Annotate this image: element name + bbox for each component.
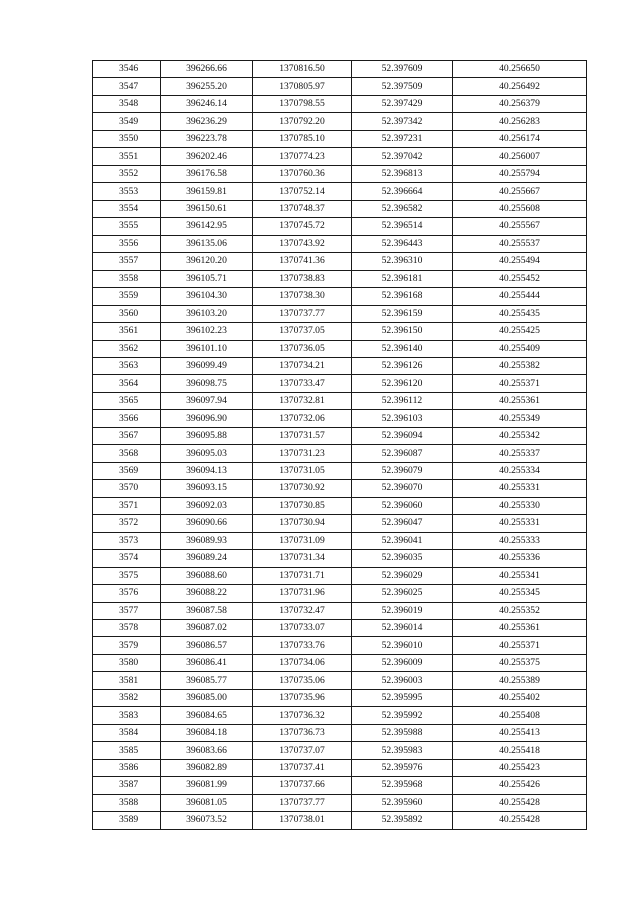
table-row: [93, 532, 587, 549]
point-number-cell: 3558: [93, 270, 161, 287]
x-coordinate-cell: 396236.29: [161, 113, 253, 130]
longitude-cell: 40.256174: [453, 130, 587, 147]
point-number-cell: 3552: [93, 165, 161, 182]
x-coordinate-cell: 396094.13: [161, 462, 253, 479]
latitude-cell: 52.396168: [352, 288, 453, 305]
point-number-cell: 3549: [93, 113, 161, 130]
longitude-cell: 40.255330: [453, 497, 587, 514]
x-coordinate-cell: 396150.61: [161, 200, 253, 217]
y-coordinate-cell: 1370792.20: [253, 113, 352, 130]
y-coordinate-cell: 1370738.01: [253, 812, 352, 829]
longitude-cell: 40.255423: [453, 759, 587, 776]
point-number-cell: 3588: [93, 794, 161, 811]
table-row: [93, 340, 587, 357]
x-coordinate-cell: 396095.88: [161, 427, 253, 444]
table-row: [93, 288, 587, 305]
point-number-cell: 3580: [93, 654, 161, 671]
point-number-cell: 3585: [93, 742, 161, 759]
longitude-cell: 40.255349: [453, 410, 587, 427]
latitude-cell: 52.396041: [352, 532, 453, 549]
point-number-cell: 3578: [93, 620, 161, 637]
y-coordinate-cell: 1370733.47: [253, 375, 352, 392]
latitude-cell: 52.395988: [352, 724, 453, 741]
point-number-cell: 3564: [93, 375, 161, 392]
point-number-cell: 3557: [93, 253, 161, 270]
point-number-cell: 3573: [93, 532, 161, 549]
x-coordinate-cell: 396092.03: [161, 497, 253, 514]
table-row: [93, 183, 587, 200]
latitude-cell: 52.396443: [352, 235, 453, 252]
latitude-cell: 52.396009: [352, 654, 453, 671]
latitude-cell: 52.396582: [352, 200, 453, 217]
coordinates-table: [92, 60, 587, 830]
table-row: [93, 235, 587, 252]
y-coordinate-cell: 1370737.05: [253, 323, 352, 340]
y-coordinate-cell: 1370745.72: [253, 218, 352, 235]
latitude-cell: 52.395992: [352, 707, 453, 724]
longitude-cell: 40.256379: [453, 95, 587, 112]
y-coordinate-cell: 1370731.05: [253, 462, 352, 479]
latitude-cell: 52.396019: [352, 602, 453, 619]
table-row: [93, 620, 587, 637]
x-coordinate-cell: 396081.05: [161, 794, 253, 811]
latitude-cell: 52.396014: [352, 620, 453, 637]
x-coordinate-cell: 396103.20: [161, 305, 253, 322]
y-coordinate-cell: 1370741.36: [253, 253, 352, 270]
point-number-cell: 3576: [93, 585, 161, 602]
longitude-cell: 40.255382: [453, 357, 587, 374]
latitude-cell: 52.396060: [352, 497, 453, 514]
longitude-cell: 40.255337: [453, 445, 587, 462]
x-coordinate-cell: 396084.65: [161, 707, 253, 724]
longitude-cell: 40.255333: [453, 532, 587, 549]
point-number-cell: 3567: [93, 427, 161, 444]
latitude-cell: 52.396159: [352, 305, 453, 322]
longitude-cell: 40.255428: [453, 812, 587, 829]
point-number-cell: 3589: [93, 812, 161, 829]
latitude-cell: 52.395892: [352, 812, 453, 829]
longitude-cell: 40.255389: [453, 672, 587, 689]
x-coordinate-cell: 396099.49: [161, 357, 253, 374]
longitude-cell: 40.255334: [453, 462, 587, 479]
y-coordinate-cell: 1370736.32: [253, 707, 352, 724]
point-number-cell: 3586: [93, 759, 161, 776]
longitude-cell: 40.255331: [453, 515, 587, 532]
table-row: [93, 95, 587, 112]
table-row: [93, 165, 587, 182]
x-coordinate-cell: 396082.89: [161, 759, 253, 776]
longitude-cell: 40.255361: [453, 392, 587, 409]
x-coordinate-cell: 396088.22: [161, 585, 253, 602]
longitude-cell: 40.255425: [453, 323, 587, 340]
x-coordinate-cell: 396085.77: [161, 672, 253, 689]
longitude-cell: 40.255371: [453, 637, 587, 654]
latitude-cell: 52.395995: [352, 689, 453, 706]
table-row: [93, 410, 587, 427]
x-coordinate-cell: 396202.46: [161, 148, 253, 165]
y-coordinate-cell: 1370733.07: [253, 620, 352, 637]
latitude-cell: 52.397509: [352, 78, 453, 95]
y-coordinate-cell: 1370738.83: [253, 270, 352, 287]
longitude-cell: 40.256650: [453, 61, 587, 78]
point-number-cell: 3579: [93, 637, 161, 654]
latitude-cell: 52.395968: [352, 777, 453, 794]
longitude-cell: 40.255426: [453, 777, 587, 794]
x-coordinate-cell: 396087.58: [161, 602, 253, 619]
longitude-cell: 40.255375: [453, 654, 587, 671]
y-coordinate-cell: 1370743.92: [253, 235, 352, 252]
table-row: [93, 78, 587, 95]
x-coordinate-cell: 396095.03: [161, 445, 253, 462]
longitude-cell: 40.255342: [453, 427, 587, 444]
point-number-cell: 3555: [93, 218, 161, 235]
y-coordinate-cell: 1370774.23: [253, 148, 352, 165]
x-coordinate-cell: 396083.66: [161, 742, 253, 759]
latitude-cell: 52.396140: [352, 340, 453, 357]
x-coordinate-cell: 396073.52: [161, 812, 253, 829]
table-row: [93, 200, 587, 217]
y-coordinate-cell: 1370731.23: [253, 445, 352, 462]
x-coordinate-cell: 396084.18: [161, 724, 253, 741]
y-coordinate-cell: 1370732.47: [253, 602, 352, 619]
longitude-cell: 40.255794: [453, 165, 587, 182]
table-row: [93, 462, 587, 479]
table-row: [93, 585, 587, 602]
y-coordinate-cell: 1370736.05: [253, 340, 352, 357]
table-row: [93, 794, 587, 811]
longitude-cell: 40.256283: [453, 113, 587, 130]
latitude-cell: 52.397429: [352, 95, 453, 112]
x-coordinate-cell: 396102.23: [161, 323, 253, 340]
longitude-cell: 40.255413: [453, 724, 587, 741]
table-row: [93, 480, 587, 497]
latitude-cell: 52.395976: [352, 759, 453, 776]
latitude-cell: 52.396120: [352, 375, 453, 392]
point-number-cell: 3547: [93, 78, 161, 95]
x-coordinate-cell: 396086.57: [161, 637, 253, 654]
y-coordinate-cell: 1370731.09: [253, 532, 352, 549]
y-coordinate-cell: 1370798.55: [253, 95, 352, 112]
longitude-cell: 40.255608: [453, 200, 587, 217]
x-coordinate-cell: 396223.78: [161, 130, 253, 147]
table-row: [93, 375, 587, 392]
x-coordinate-cell: 396104.30: [161, 288, 253, 305]
latitude-cell: 52.396150: [352, 323, 453, 340]
table-row: [93, 270, 587, 287]
x-coordinate-cell: 396176.58: [161, 165, 253, 182]
latitude-cell: 52.396664: [352, 183, 453, 200]
point-number-cell: 3572: [93, 515, 161, 532]
x-coordinate-cell: 396255.20: [161, 78, 253, 95]
latitude-cell: 52.396103: [352, 410, 453, 427]
longitude-cell: 40.255331: [453, 480, 587, 497]
latitude-cell: 52.396035: [352, 550, 453, 567]
longitude-cell: 40.255361: [453, 620, 587, 637]
point-number-cell: 3553: [93, 183, 161, 200]
point-number-cell: 3562: [93, 340, 161, 357]
longitude-cell: 40.255537: [453, 235, 587, 252]
point-number-cell: 3574: [93, 550, 161, 567]
y-coordinate-cell: 1370737.77: [253, 794, 352, 811]
latitude-cell: 52.396094: [352, 427, 453, 444]
y-coordinate-cell: 1370752.14: [253, 183, 352, 200]
table-row: [93, 602, 587, 619]
y-coordinate-cell: 1370737.41: [253, 759, 352, 776]
table-row: [93, 812, 587, 829]
point-number-cell: 3584: [93, 724, 161, 741]
longitude-cell: 40.255336: [453, 550, 587, 567]
longitude-cell: 40.255408: [453, 707, 587, 724]
latitude-cell: 52.397042: [352, 148, 453, 165]
y-coordinate-cell: 1370737.66: [253, 777, 352, 794]
y-coordinate-cell: 1370760.36: [253, 165, 352, 182]
latitude-cell: 52.396079: [352, 462, 453, 479]
x-coordinate-cell: 396085.00: [161, 689, 253, 706]
table-row: [93, 637, 587, 654]
point-number-cell: 3565: [93, 392, 161, 409]
longitude-cell: 40.255428: [453, 794, 587, 811]
point-number-cell: 3577: [93, 602, 161, 619]
table-row: [93, 515, 587, 532]
longitude-cell: 40.255567: [453, 218, 587, 235]
y-coordinate-cell: 1370731.96: [253, 585, 352, 602]
latitude-cell: 52.396112: [352, 392, 453, 409]
longitude-cell: 40.255452: [453, 270, 587, 287]
point-number-cell: 3550: [93, 130, 161, 147]
y-coordinate-cell: 1370816.50: [253, 61, 352, 78]
latitude-cell: 52.397231: [352, 130, 453, 147]
longitude-cell: 40.255352: [453, 602, 587, 619]
x-coordinate-cell: 396135.06: [161, 235, 253, 252]
y-coordinate-cell: 1370785.10: [253, 130, 352, 147]
latitude-cell: 52.396310: [352, 253, 453, 270]
latitude-cell: 52.396813: [352, 165, 453, 182]
latitude-cell: 52.396025: [352, 585, 453, 602]
coordinates-table-body: [93, 61, 587, 830]
y-coordinate-cell: 1370737.07: [253, 742, 352, 759]
x-coordinate-cell: 396159.81: [161, 183, 253, 200]
x-coordinate-cell: 396266.66: [161, 61, 253, 78]
x-coordinate-cell: 396086.41: [161, 654, 253, 671]
longitude-cell: 40.255402: [453, 689, 587, 706]
table-row: [93, 707, 587, 724]
x-coordinate-cell: 396098.75: [161, 375, 253, 392]
latitude-cell: 52.396181: [352, 270, 453, 287]
table-row: [93, 550, 587, 567]
table-row: [93, 357, 587, 374]
latitude-cell: 52.396003: [352, 672, 453, 689]
y-coordinate-cell: 1370735.06: [253, 672, 352, 689]
x-coordinate-cell: 396090.66: [161, 515, 253, 532]
point-number-cell: 3548: [93, 95, 161, 112]
longitude-cell: 40.255418: [453, 742, 587, 759]
x-coordinate-cell: 396089.24: [161, 550, 253, 567]
longitude-cell: 40.256492: [453, 78, 587, 95]
x-coordinate-cell: 396101.10: [161, 340, 253, 357]
x-coordinate-cell: 396087.02: [161, 620, 253, 637]
y-coordinate-cell: 1370731.57: [253, 427, 352, 444]
y-coordinate-cell: 1370731.34: [253, 550, 352, 567]
latitude-cell: 52.395983: [352, 742, 453, 759]
point-number-cell: 3563: [93, 357, 161, 374]
table-row: [93, 445, 587, 462]
x-coordinate-cell: 396089.93: [161, 532, 253, 549]
y-coordinate-cell: 1370730.94: [253, 515, 352, 532]
x-coordinate-cell: 396081.99: [161, 777, 253, 794]
table-row: [93, 323, 587, 340]
table-row: [93, 689, 587, 706]
longitude-cell: 40.255444: [453, 288, 587, 305]
table-row: [93, 305, 587, 322]
y-coordinate-cell: 1370732.81: [253, 392, 352, 409]
latitude-cell: 52.396514: [352, 218, 453, 235]
x-coordinate-cell: 396093.15: [161, 480, 253, 497]
latitude-cell: 52.396029: [352, 567, 453, 584]
point-number-cell: 3554: [93, 200, 161, 217]
table-row: [93, 218, 587, 235]
x-coordinate-cell: 396246.14: [161, 95, 253, 112]
y-coordinate-cell: 1370731.71: [253, 567, 352, 584]
table-row: [93, 497, 587, 514]
point-number-cell: 3583: [93, 707, 161, 724]
table-row: [93, 61, 587, 78]
point-number-cell: 3546: [93, 61, 161, 78]
latitude-cell: 52.397609: [352, 61, 453, 78]
latitude-cell: 52.396126: [352, 357, 453, 374]
point-number-cell: 3566: [93, 410, 161, 427]
y-coordinate-cell: 1370733.76: [253, 637, 352, 654]
point-number-cell: 3571: [93, 497, 161, 514]
longitude-cell: 40.255435: [453, 305, 587, 322]
y-coordinate-cell: 1370748.37: [253, 200, 352, 217]
x-coordinate-cell: 396142.95: [161, 218, 253, 235]
x-coordinate-cell: 396088.60: [161, 567, 253, 584]
point-number-cell: 3569: [93, 462, 161, 479]
latitude-cell: 52.396047: [352, 515, 453, 532]
x-coordinate-cell: 396105.71: [161, 270, 253, 287]
y-coordinate-cell: 1370730.92: [253, 480, 352, 497]
longitude-cell: 40.255341: [453, 567, 587, 584]
latitude-cell: 52.395960: [352, 794, 453, 811]
y-coordinate-cell: 1370735.96: [253, 689, 352, 706]
longitude-cell: 40.255345: [453, 585, 587, 602]
point-number-cell: 3587: [93, 777, 161, 794]
table-row: [93, 148, 587, 165]
y-coordinate-cell: 1370734.06: [253, 654, 352, 671]
point-number-cell: 3556: [93, 235, 161, 252]
x-coordinate-cell: 396097.94: [161, 392, 253, 409]
table-row: [93, 130, 587, 147]
latitude-cell: 52.396070: [352, 480, 453, 497]
longitude-cell: 40.255494: [453, 253, 587, 270]
table-row: [93, 253, 587, 270]
table-row: [93, 392, 587, 409]
longitude-cell: 40.255409: [453, 340, 587, 357]
y-coordinate-cell: 1370738.30: [253, 288, 352, 305]
point-number-cell: 3581: [93, 672, 161, 689]
table-row: [93, 113, 587, 130]
y-coordinate-cell: 1370736.73: [253, 724, 352, 741]
point-number-cell: 3560: [93, 305, 161, 322]
table-row: [93, 777, 587, 794]
y-coordinate-cell: 1370730.85: [253, 497, 352, 514]
table-row: [93, 724, 587, 741]
point-number-cell: 3570: [93, 480, 161, 497]
table-row: [93, 742, 587, 759]
y-coordinate-cell: 1370734.21: [253, 357, 352, 374]
point-number-cell: 3561: [93, 323, 161, 340]
table-row: [93, 759, 587, 776]
table-row: [93, 427, 587, 444]
table-row: [93, 567, 587, 584]
point-number-cell: 3568: [93, 445, 161, 462]
y-coordinate-cell: 1370737.77: [253, 305, 352, 322]
x-coordinate-cell: 396096.90: [161, 410, 253, 427]
point-number-cell: 3551: [93, 148, 161, 165]
y-coordinate-cell: 1370805.97: [253, 78, 352, 95]
longitude-cell: 40.255371: [453, 375, 587, 392]
point-number-cell: 3582: [93, 689, 161, 706]
point-number-cell: 3575: [93, 567, 161, 584]
latitude-cell: 52.396010: [352, 637, 453, 654]
x-coordinate-cell: 396120.20: [161, 253, 253, 270]
table-row: [93, 672, 587, 689]
table-row: [93, 654, 587, 671]
longitude-cell: 40.255667: [453, 183, 587, 200]
point-number-cell: 3559: [93, 288, 161, 305]
latitude-cell: 52.396087: [352, 445, 453, 462]
longitude-cell: 40.256007: [453, 148, 587, 165]
latitude-cell: 52.397342: [352, 113, 453, 130]
y-coordinate-cell: 1370732.06: [253, 410, 352, 427]
